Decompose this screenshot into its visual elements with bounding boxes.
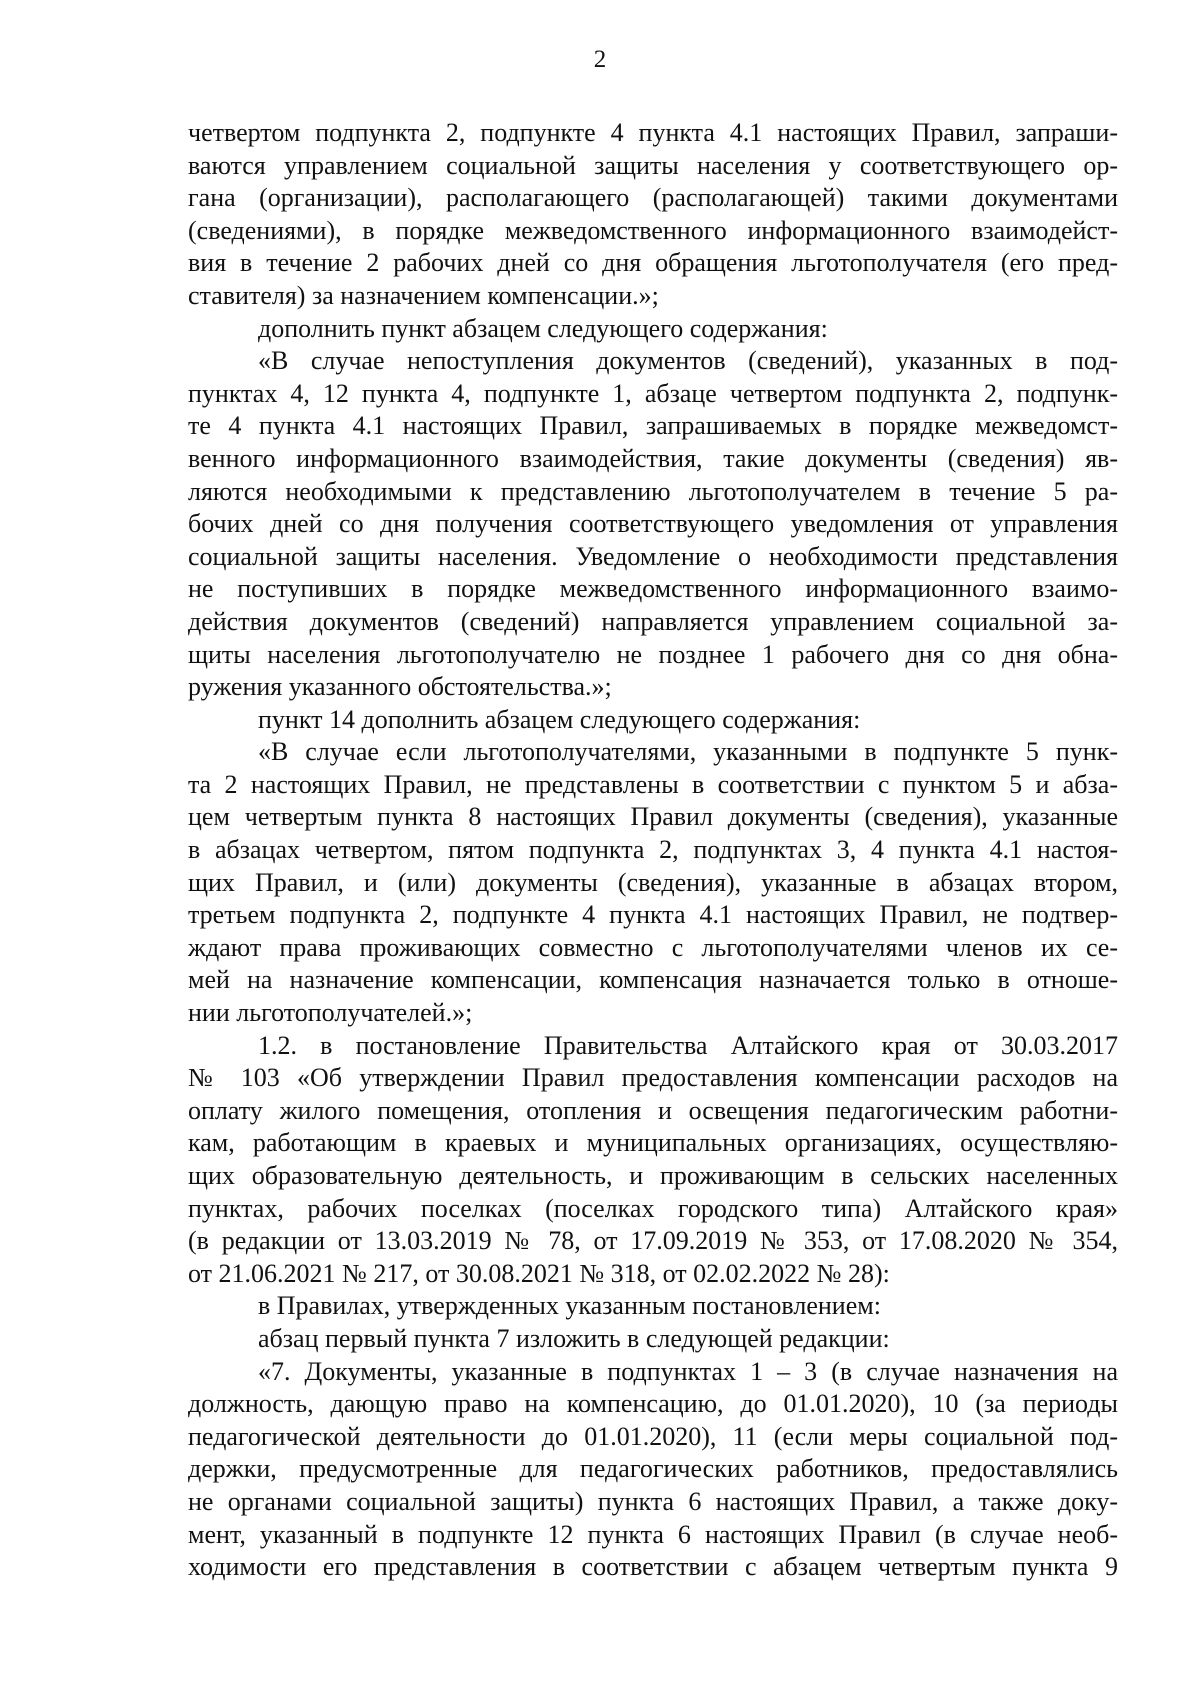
text-line: щиты населения льготополучателю не позднее 1 рабочего дня со дня обна- [188, 639, 1118, 669]
text-line: дополнить пункт абзацем следующего содержания: [258, 313, 828, 343]
text-line: педагогической деятельности до 01.01.2020), 11 (если меры социальной под- [188, 1421, 1118, 1451]
text-line: гана (организации), располагающего (располагающей) такими документами [188, 183, 1118, 213]
text-line: должность, дающую право на компенсацию, до 01.01.2020), 10 (за периоды [188, 1389, 1118, 1419]
text-line: № 103 «Об утверждении Правил предоставления компенсации расходов на [188, 1063, 1118, 1093]
text-line: ружения указанного обстоятельства.»; [188, 672, 612, 702]
text-line: те 4 пункта 4.1 настоящих Правил, запрашиваемых в порядке межведомст- [188, 411, 1118, 441]
text-line: не органами социальной защиты) пункта 6 настоящих Правил, а также доку- [188, 1486, 1118, 1516]
text-line: держки, предусмотренные для педагогических работников, предоставлялись [188, 1454, 1118, 1484]
text-line: не поступивших в порядке межведомственного информационного взаимо- [188, 574, 1118, 604]
text-line: действия документов (сведений) направляется управлением социальной за- [188, 606, 1118, 636]
text-line: пунктах, рабочих поселках (поселках городского типа) Алтайского края» [188, 1193, 1118, 1223]
text-line: от 21.06.2021 № 217, от 30.08.2021 № 318, от 02.02.2022 № 28): [188, 1258, 890, 1288]
text-line: ляются необходимыми к представлению льготополучателем в течение 5 ра- [188, 476, 1118, 506]
text-line: четвертом подпункта 2, подпункте 4 пункта 4.1 настоящих Правил, запраши- [188, 118, 1118, 147]
text-line: мей на назначение компенсации, компенсация назначается только в отноше- [188, 965, 1118, 995]
text-line: вия в течение 2 рабочих дней со дня обращения льготополучателя (его пред- [188, 248, 1118, 278]
text-line: ждают права проживающих совместно с льготополучателями членов их се- [188, 932, 1118, 962]
text-line: ставителя) за назначением компенсации.»; [188, 280, 659, 310]
text-line: бочих дней со дня получения соответствующего уведомления от управления [188, 509, 1118, 539]
text-line: третьем подпункта 2, подпункте 4 пункта 4.1 настоящих Правил, не подтвер- [188, 900, 1118, 930]
text-line: 1.2. в постановление Правительства Алтайского края от 30.03.2017 [258, 1030, 1118, 1060]
text-line: мент, указанный в подпункте 12 пункта 6 настоящих Правил (в случае необ- [188, 1519, 1118, 1549]
text-line: нии льготополучателей.»; [188, 998, 473, 1028]
text-line: пункт 14 дополнить абзацем следующего содержания: [258, 704, 861, 734]
text-line: пунктах 4, 12 пункта 4, подпункте 1, абзаце четвертом подпункта 2, подпунк- [188, 378, 1118, 408]
text-line: «В случае непоступления документов (сведений), указанных в под- [258, 346, 1118, 376]
text-line: кам, работающим в краевых и муниципальных организациях, осуществляю- [188, 1128, 1118, 1158]
document-body [188, 117, 1118, 1584]
text-line: (сведениями), в порядке межведомственного информационного взаимодейст- [188, 215, 1118, 245]
text-line: «7. Документы, указанные в подпунктах 1 – 3 (в случае назначения на [258, 1356, 1118, 1386]
text-line: та 2 настоящих Правил, не представлены в соответствии с пунктом 5 и абза- [188, 769, 1118, 799]
text-line: абзац первый пункта 7 изложить в следующей редакции: [258, 1323, 890, 1353]
text-line: оплату жилого помещения, отопления и освещения педагогическим работни- [188, 1095, 1118, 1125]
page-number: 2 [593, 46, 607, 73]
text-line: щих Правил, и (или) документы (сведения), указанные в абзацах втором, [188, 867, 1118, 897]
text-line: щих образовательную деятельность, и проживающим в сельских населенных [188, 1161, 1118, 1190]
text-line: ходимости его представления в соответствии с абзацем четвертым пункта 9 [188, 1552, 1118, 1582]
text-line: ваются управлением социальной защиты населения у соответствующего ор- [188, 150, 1118, 180]
text-line: в Правилах, утвержденных указанным постановлением: [258, 1291, 881, 1321]
text-line: венного информационного взаимодействия, такие документы (сведения) яв- [188, 443, 1118, 473]
text-line: в абзацах четвертом, пятом подпункта 2, подпунктах 3, 4 пункта 4.1 настоя- [188, 835, 1118, 865]
text-line: «В случае если льготополучателями, указанными в подпункте 5 пунк- [258, 737, 1118, 767]
text-line: социальной защиты населения. Уведомление о необходимости представления [188, 541, 1118, 571]
text-line: (в редакции от 13.03.2019 № 78, от 17.09.2019 № 353, от 17.08.2020 № 354, [188, 1226, 1118, 1256]
text-line: цем четвертым пункта 8 настоящих Правил документы (сведения), указанные [188, 802, 1118, 832]
